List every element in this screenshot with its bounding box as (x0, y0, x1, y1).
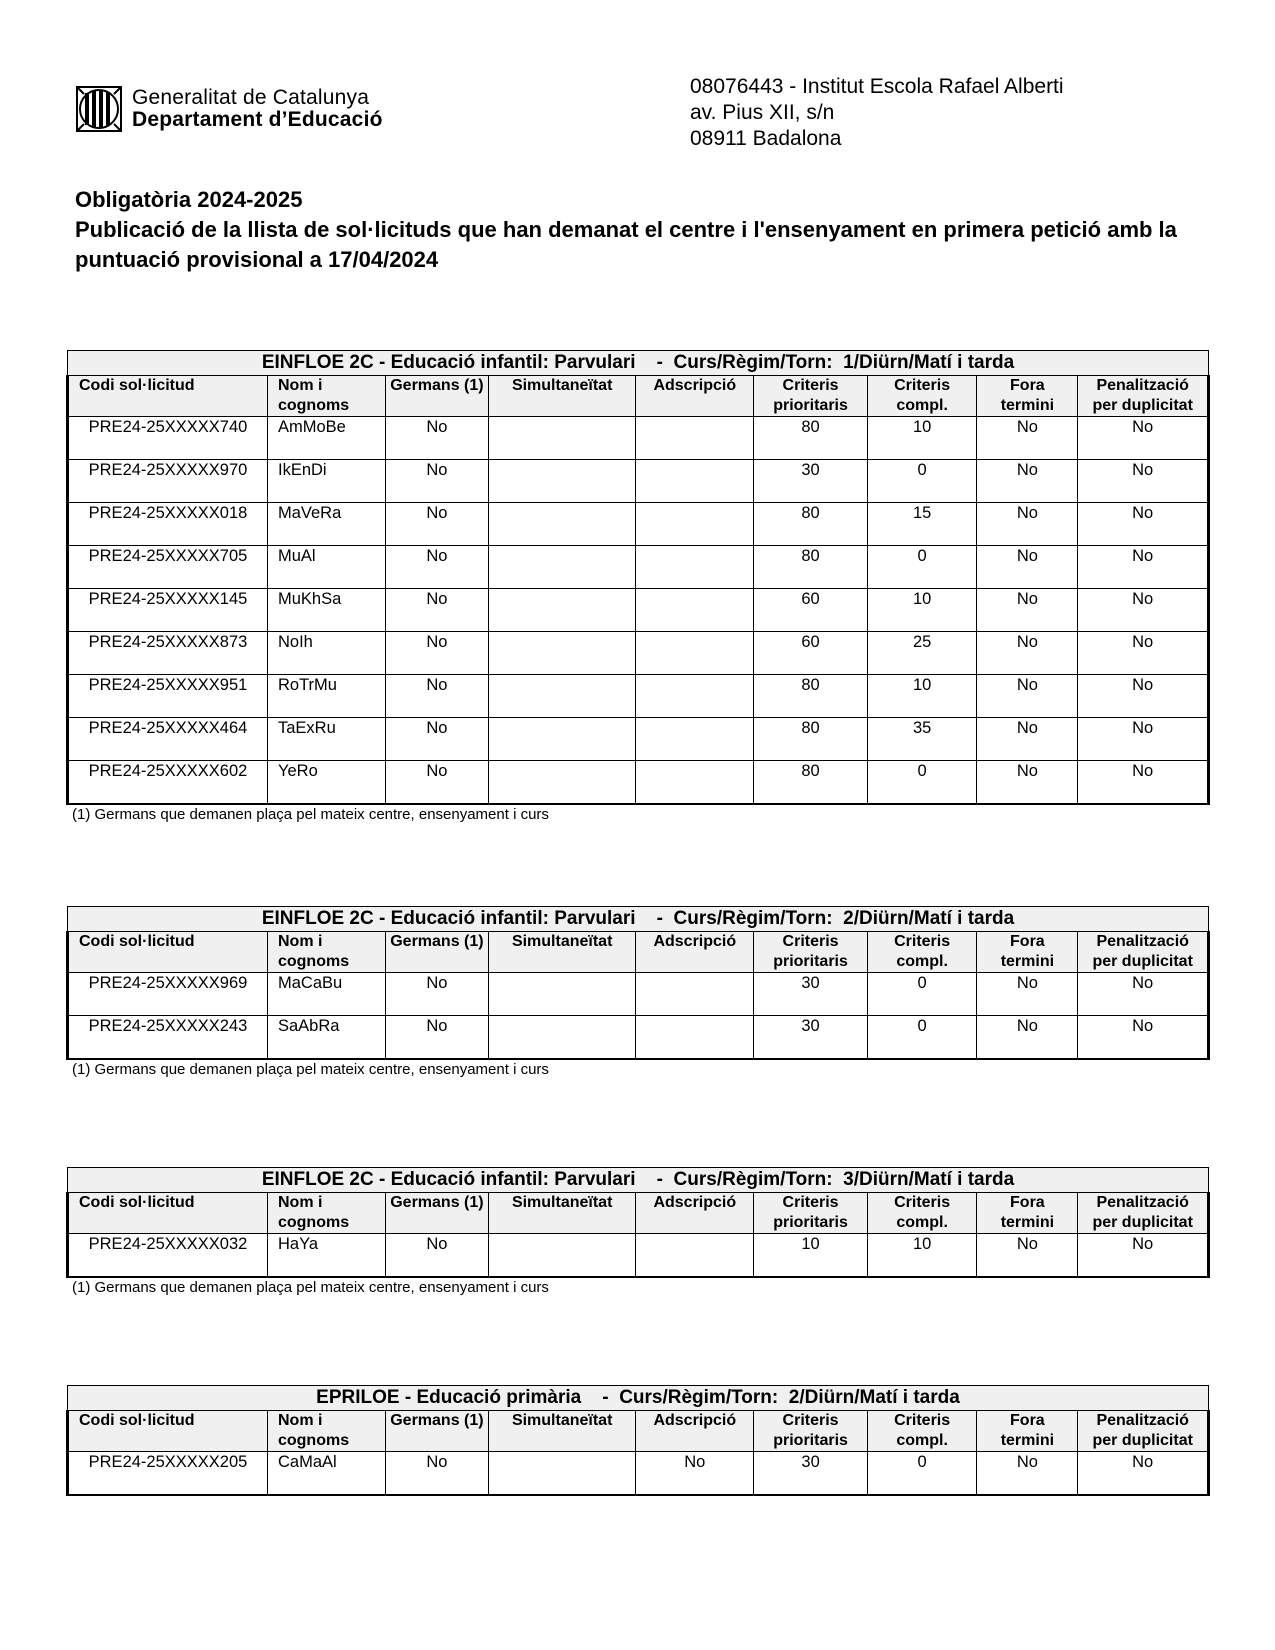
column-header-criteris-compl: Criteris compl. (867, 1193, 976, 1234)
cell-fora-termini: No (977, 417, 1078, 460)
cell-criteris-compl: 10 (867, 1234, 976, 1278)
school-name: 08076443 - Institut Escola Rafael Alberti (690, 75, 1064, 98)
cell-penalitzacio: No (1078, 632, 1209, 675)
cell-adscripcio (636, 718, 754, 761)
cell-penalitzacio: No (1078, 460, 1209, 503)
cell-adscripcio (636, 503, 754, 546)
cell-criteris-prioritaris: 80 (754, 546, 868, 589)
table-row (68, 1452, 1209, 1496)
column-header-name: Nom i cognoms (267, 932, 385, 973)
cell-fora-termini: No (977, 546, 1078, 589)
logo-line-departament: Departament d’Educació (132, 108, 383, 131)
cell-code: PRE24-25XXXXX464 (68, 718, 268, 761)
table-row (68, 417, 1209, 460)
column-header-fora-termini: Fora termini (977, 1411, 1078, 1452)
column-header-adscripcio: Adscripció (636, 932, 754, 973)
column-header-name: Nom i cognoms (267, 1411, 385, 1452)
cell-simultaneitat (489, 718, 636, 761)
column-header-simultaneitat: Simultaneïtat (489, 376, 636, 417)
cell-simultaneitat (489, 675, 636, 718)
cell-adscripcio: No (636, 1452, 754, 1496)
column-header-germans: Germans (1) (385, 1411, 488, 1452)
column-header-penalitzacio: Penalització per duplicitat (1078, 376, 1209, 417)
cell-criteris-prioritaris: 80 (754, 761, 868, 805)
catalonia-emblem-icon (76, 86, 122, 132)
footnote: (1) Germans que demanen plaça pel mateix centre, ensenyament i curs (72, 1061, 549, 1078)
cell-criteris-prioritaris: 30 (754, 1016, 868, 1060)
column-header-penalitzacio: Penalització per duplicitat (1078, 932, 1209, 973)
cell-criteris-compl: 10 (867, 675, 976, 718)
results-section (66, 1385, 1210, 1496)
cell-name: YeRo (267, 761, 385, 805)
cell-simultaneitat (489, 503, 636, 546)
column-header-criteris-compl: Criteris compl. (867, 1411, 976, 1452)
column-header-fora-termini: Fora termini (977, 1193, 1078, 1234)
results-section (66, 906, 1210, 1078)
table-title: EPRILOE - Educació primària - Curs/Règim/Torn: 2/Diürn/Matí i tarda (68, 1386, 1209, 1411)
cell-penalitzacio: No (1078, 1234, 1209, 1278)
column-header-simultaneitat: Simultaneïtat (489, 1411, 636, 1452)
cell-fora-termini: No (977, 460, 1078, 503)
column-header-criteris-compl: Criteris compl. (867, 932, 976, 973)
cell-adscripcio (636, 589, 754, 632)
cell-germans: No (385, 589, 488, 632)
cell-penalitzacio: No (1078, 1016, 1209, 1060)
cell-adscripcio (636, 632, 754, 675)
cell-criteris-compl: 35 (867, 718, 976, 761)
cell-penalitzacio: No (1078, 503, 1209, 546)
cell-criteris-prioritaris: 60 (754, 632, 868, 675)
cell-code: PRE24-25XXXXX969 (68, 973, 268, 1016)
cell-fora-termini: No (977, 589, 1078, 632)
cell-criteris-compl: 0 (867, 1452, 976, 1496)
cell-code: PRE24-25XXXXX740 (68, 417, 268, 460)
table-title: EINFLOE 2C - Educació infantil: Parvulari - Curs/Règim/Torn: 3/Diürn/Matí i tarda (68, 1168, 1209, 1193)
cell-simultaneitat (489, 1452, 636, 1496)
cell-fora-termini: No (977, 675, 1078, 718)
column-header-code: Codi sol·licitud (68, 376, 268, 417)
cell-code: PRE24-25XXXXX205 (68, 1452, 268, 1496)
cell-fora-termini: No (977, 1452, 1078, 1496)
cell-simultaneitat (489, 460, 636, 503)
column-header-simultaneitat: Simultaneïtat (489, 932, 636, 973)
cell-germans: No (385, 417, 488, 460)
cell-adscripcio (636, 675, 754, 718)
cell-fora-termini: No (977, 718, 1078, 761)
table-row (68, 589, 1209, 632)
cell-name: MaVeRa (267, 503, 385, 546)
column-header-adscripcio: Adscripció (636, 376, 754, 417)
table-row (68, 1016, 1209, 1060)
cell-germans: No (385, 718, 488, 761)
cell-criteris-compl: 0 (867, 973, 976, 1016)
cell-criteris-compl: 0 (867, 546, 976, 589)
table-title: EINFLOE 2C - Educació infantil: Parvulari - Curs/Règim/Torn: 1/Diürn/Matí i tarda (68, 351, 1209, 376)
table-row (68, 761, 1209, 805)
cell-adscripcio (636, 417, 754, 460)
school-city: 08911 Badalona (690, 127, 842, 150)
table-row (68, 632, 1209, 675)
cell-name: SaAbRa (267, 1016, 385, 1060)
cell-criteris-compl: 0 (867, 460, 976, 503)
cell-germans: No (385, 632, 488, 675)
cell-germans: No (385, 675, 488, 718)
cell-criteris-compl: 0 (867, 761, 976, 805)
results-table (66, 1167, 1210, 1278)
page-title: Obligatòria 2024-2025 (75, 187, 303, 212)
cell-simultaneitat (489, 1016, 636, 1060)
cell-criteris-prioritaris: 30 (754, 460, 868, 503)
cell-name: NoIh (267, 632, 385, 675)
cell-fora-termini: No (977, 1234, 1078, 1278)
cell-name: CaMaAl (267, 1452, 385, 1496)
cell-criteris-compl: 0 (867, 1016, 976, 1060)
cell-name: RoTrMu (267, 675, 385, 718)
cell-name: IkEnDi (267, 460, 385, 503)
footnote: (1) Germans que demanen plaça pel mateix centre, ensenyament i curs (72, 1279, 549, 1296)
cell-germans: No (385, 973, 488, 1016)
school-street: av. Pius XII, s/n (690, 101, 835, 124)
cell-name: MuAl (267, 546, 385, 589)
cell-name: TaExRu (267, 718, 385, 761)
cell-simultaneitat (489, 1234, 636, 1278)
results-section (66, 1167, 1210, 1296)
table-row (68, 1234, 1209, 1278)
column-header-code: Codi sol·licitud (68, 1193, 268, 1234)
table-row (68, 718, 1209, 761)
cell-adscripcio (636, 1016, 754, 1060)
cell-code: PRE24-25XXXXX602 (68, 761, 268, 805)
cell-code: PRE24-25XXXXX243 (68, 1016, 268, 1060)
table-row (68, 460, 1209, 503)
cell-criteris-prioritaris: 80 (754, 503, 868, 546)
table-row (68, 503, 1209, 546)
page-heading (75, 185, 1195, 275)
cell-criteris-prioritaris: 80 (754, 417, 868, 460)
cell-fora-termini: No (977, 632, 1078, 675)
cell-adscripcio (636, 973, 754, 1016)
cell-code: PRE24-25XXXXX018 (68, 503, 268, 546)
table-row (68, 546, 1209, 589)
cell-adscripcio (636, 761, 754, 805)
cell-fora-termini: No (977, 973, 1078, 1016)
results-table (66, 906, 1210, 1060)
column-header-code: Codi sol·licitud (68, 1411, 268, 1452)
cell-code: PRE24-25XXXXX951 (68, 675, 268, 718)
cell-simultaneitat (489, 417, 636, 460)
column-header-germans: Germans (1) (385, 932, 488, 973)
cell-penalitzacio: No (1078, 417, 1209, 460)
cell-penalitzacio: No (1078, 1452, 1209, 1496)
cell-code: PRE24-25XXXXX032 (68, 1234, 268, 1278)
column-header-criteris-prioritaris: Criteris prioritaris (754, 376, 868, 417)
logo (76, 86, 383, 132)
cell-name: HaYa (267, 1234, 385, 1278)
column-header-germans: Germans (1) (385, 1193, 488, 1234)
column-header-germans: Germans (1) (385, 376, 488, 417)
column-header-adscripcio: Adscripció (636, 1193, 754, 1234)
cell-criteris-prioritaris: 80 (754, 675, 868, 718)
cell-fora-termini: No (977, 503, 1078, 546)
cell-criteris-prioritaris: 60 (754, 589, 868, 632)
column-header-penalitzacio: Penalització per duplicitat (1078, 1411, 1209, 1452)
results-section (66, 350, 1210, 823)
cell-name: MaCaBu (267, 973, 385, 1016)
cell-penalitzacio: No (1078, 589, 1209, 632)
cell-criteris-prioritaris: 80 (754, 718, 868, 761)
results-table (66, 1385, 1210, 1496)
column-header-fora-termini: Fora termini (977, 932, 1078, 973)
cell-penalitzacio: No (1078, 761, 1209, 805)
cell-code: PRE24-25XXXXX705 (68, 546, 268, 589)
cell-criteris-compl: 15 (867, 503, 976, 546)
column-header-criteris-compl: Criteris compl. (867, 376, 976, 417)
cell-penalitzacio: No (1078, 675, 1209, 718)
cell-simultaneitat (489, 632, 636, 675)
column-header-simultaneitat: Simultaneïtat (489, 1193, 636, 1234)
page-subtitle: Publicació de la llista de sol·licituds que han demanat el centre i l'ensenyament en primera petició amb la puntuació provisional a 17/04/2024 (75, 217, 1177, 272)
logo-line-generalitat: Generalitat de Catalunya (132, 86, 370, 109)
cell-code: PRE24-25XXXXX145 (68, 589, 268, 632)
cell-criteris-prioritaris: 30 (754, 973, 868, 1016)
cell-name: MuKhSa (267, 589, 385, 632)
cell-fora-termini: No (977, 761, 1078, 805)
table-title: EINFLOE 2C - Educació infantil: Parvulari - Curs/Règim/Torn: 2/Diürn/Matí i tarda (68, 907, 1209, 932)
cell-germans: No (385, 503, 488, 546)
cell-germans: No (385, 761, 488, 805)
column-header-name: Nom i cognoms (267, 376, 385, 417)
cell-code: PRE24-25XXXXX873 (68, 632, 268, 675)
cell-simultaneitat (489, 973, 636, 1016)
cell-criteris-prioritaris: 10 (754, 1234, 868, 1278)
column-header-criteris-prioritaris: Criteris prioritaris (754, 1411, 868, 1452)
footnote: (1) Germans que demanen plaça pel mateix centre, ensenyament i curs (72, 806, 549, 823)
table-row (68, 675, 1209, 718)
cell-germans: No (385, 546, 488, 589)
cell-criteris-compl: 10 (867, 589, 976, 632)
column-header-criteris-prioritaris: Criteris prioritaris (754, 1193, 868, 1234)
cell-simultaneitat (489, 546, 636, 589)
cell-germans: No (385, 1452, 488, 1496)
cell-penalitzacio: No (1078, 546, 1209, 589)
school-address (690, 74, 1064, 152)
cell-simultaneitat (489, 761, 636, 805)
column-header-code: Codi sol·licitud (68, 932, 268, 973)
cell-criteris-compl: 10 (867, 417, 976, 460)
cell-penalitzacio: No (1078, 973, 1209, 1016)
cell-simultaneitat (489, 589, 636, 632)
cell-penalitzacio: No (1078, 718, 1209, 761)
cell-criteris-prioritaris: 30 (754, 1452, 868, 1496)
column-header-fora-termini: Fora termini (977, 376, 1078, 417)
column-header-name: Nom i cognoms (267, 1193, 385, 1234)
column-header-adscripcio: Adscripció (636, 1411, 754, 1452)
cell-code: PRE24-25XXXXX970 (68, 460, 268, 503)
results-table (66, 350, 1210, 805)
cell-adscripcio (636, 460, 754, 503)
column-header-criteris-prioritaris: Criteris prioritaris (754, 932, 868, 973)
cell-adscripcio (636, 1234, 754, 1278)
cell-adscripcio (636, 546, 754, 589)
cell-germans: No (385, 1234, 488, 1278)
cell-germans: No (385, 1016, 488, 1060)
cell-name: AmMoBe (267, 417, 385, 460)
cell-criteris-compl: 25 (867, 632, 976, 675)
cell-germans: No (385, 460, 488, 503)
table-row (68, 973, 1209, 1016)
cell-fora-termini: No (977, 1016, 1078, 1060)
column-header-penalitzacio: Penalització per duplicitat (1078, 1193, 1209, 1234)
